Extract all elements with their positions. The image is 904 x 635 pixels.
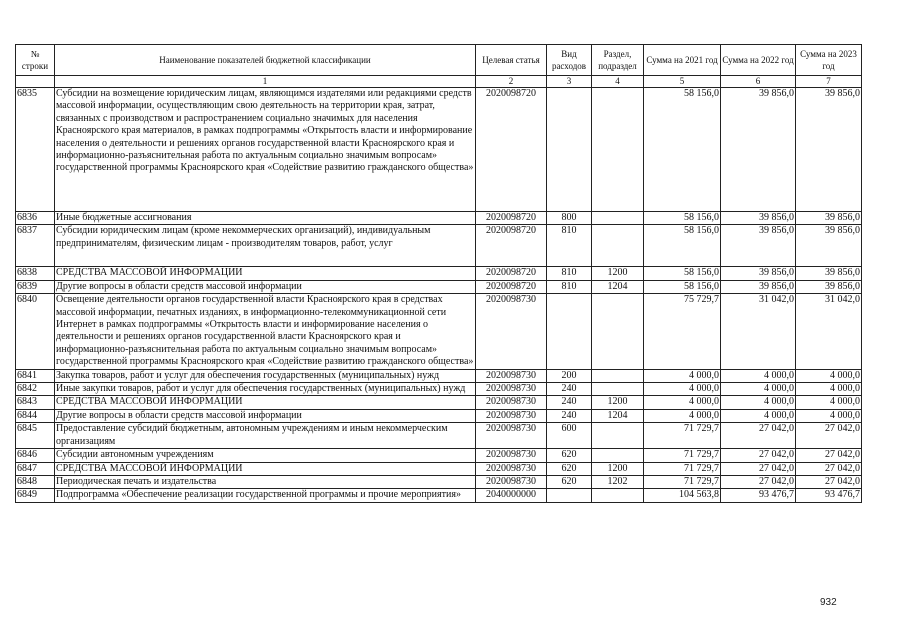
row-sum-2023: 39 856,0 (796, 88, 862, 212)
row-name: Закупка товаров, работ и услуг для обеспечения государственных (муниципальных) нужд (55, 369, 476, 382)
row-vid: 240 (547, 396, 592, 409)
row-razd (592, 88, 644, 212)
row-name: Предоставление субсидий бюджетным, автономным учреждениям и иным некоммерческим организациям (55, 423, 476, 449)
row-code: 2020098730 (476, 423, 547, 449)
col-header-sum-2022: Сумма на 2022 год (721, 45, 796, 76)
row-sum-2021: 71 729,7 (644, 423, 721, 449)
row-sum-2023: 4 000,0 (796, 369, 862, 382)
row-sum-2021: 4 000,0 (644, 383, 721, 396)
col-number-empty (16, 76, 55, 88)
row-sum-2022: 31 042,0 (721, 294, 796, 369)
row-code: 2020098730 (476, 294, 547, 369)
row-number: 6848 (16, 475, 55, 488)
col-header-sum-2021: Сумма на 2021 год (644, 45, 721, 76)
row-code: 2020098720 (476, 212, 547, 225)
row-sum-2023: 27 042,0 (796, 475, 862, 488)
row-code: 2020098730 (476, 449, 547, 462)
row-sum-2021: 104 563,8 (644, 489, 721, 502)
row-razd: 1202 (592, 475, 644, 488)
row-number: 6845 (16, 423, 55, 449)
row-sum-2022: 27 042,0 (721, 462, 796, 475)
row-name: Иные закупки товаров, работ и услуг для обеспечения государственных (муниципальных) нужд (55, 383, 476, 396)
row-name: Субсидии автономным учреждениям (55, 449, 476, 462)
table-row (16, 449, 862, 462)
row-razd: 1204 (592, 409, 644, 422)
row-sum-2022: 39 856,0 (721, 267, 796, 280)
row-razd: 1200 (592, 462, 644, 475)
row-sum-2023: 39 856,0 (796, 225, 862, 267)
row-name: Другие вопросы в области средств массовой информации (55, 280, 476, 293)
row-name: Освещение деятельности органов государственной власти Красноярского края в средствах массовой информации, печатных изданиях, в информационно-телекоммуникационной сети Интернет в рамках подпрограммы «Открытость власти и информирование населения о деятельности и решениях органов государственной власти Красноярского края и информационно-разъяснительная работа по актуальным социально значимым вопросам» государственной программы Красноярского края «Содействие развитию гражданского общества» (55, 294, 476, 369)
table-row (16, 88, 862, 212)
row-name: Субсидии на возмещение юридическим лицам, являющимся издателями или редакциями средств массовой информации, осуществляющим свою деятельность на территории края, затрат, связанных с производством и распространением социально значимых для населения Красноярского края материалов, в рамках подпрограммы «Открытость власти и информирование населения о деятельности и решениях органов государственной власти Красноярского края и информационно-разъяснительная работа по актуальным социально значимым вопросам» государственной программы Красноярского края «Содействие развитию гражданского общества» (55, 88, 476, 212)
row-code: 2020098720 (476, 225, 547, 267)
row-name: Периодическая печать и издательства (55, 475, 476, 488)
row-name: Субсидии юридическим лицам (кроме некоммерческих организаций), индивидуальным предпринимателям, физическим лицам - производителям товаров, работ, услуг (55, 225, 476, 267)
row-vid: 240 (547, 409, 592, 422)
row-number: 6846 (16, 449, 55, 462)
row-sum-2023: 39 856,0 (796, 267, 862, 280)
row-sum-2023: 27 042,0 (796, 462, 862, 475)
table-row (16, 475, 862, 488)
row-code: 2020098720 (476, 280, 547, 293)
page-number: 932 (820, 597, 837, 608)
row-sum-2023: 39 856,0 (796, 280, 862, 293)
table-row (16, 267, 862, 280)
row-sum-2021: 58 156,0 (644, 88, 721, 212)
row-number: 6838 (16, 267, 55, 280)
table-row (16, 396, 862, 409)
row-sum-2022: 4 000,0 (721, 383, 796, 396)
row-number: 6835 (16, 88, 55, 212)
row-sum-2023: 39 856,0 (796, 212, 862, 225)
row-vid: 810 (547, 267, 592, 280)
row-sum-2021: 58 156,0 (644, 267, 721, 280)
col-number: 5 (644, 76, 721, 88)
row-name: СРЕДСТВА МАССОВОЙ ИНФОРМАЦИИ (55, 396, 476, 409)
row-vid (547, 88, 592, 212)
row-sum-2022: 27 042,0 (721, 449, 796, 462)
row-sum-2023: 4 000,0 (796, 396, 862, 409)
row-razd (592, 383, 644, 396)
row-sum-2022: 93 476,7 (721, 489, 796, 502)
table-row (16, 462, 862, 475)
row-vid (547, 489, 592, 502)
table-row (16, 369, 862, 382)
row-sum-2021: 58 156,0 (644, 225, 721, 267)
row-razd (592, 225, 644, 267)
row-sum-2021: 71 729,7 (644, 462, 721, 475)
row-code: 2040000000 (476, 489, 547, 502)
row-sum-2022: 27 042,0 (721, 423, 796, 449)
row-sum-2022: 4 000,0 (721, 409, 796, 422)
row-name: Иные бюджетные ассигнования (55, 212, 476, 225)
row-razd: 1200 (592, 396, 644, 409)
table-row (16, 212, 862, 225)
row-vid: 600 (547, 423, 592, 449)
row-number: 6847 (16, 462, 55, 475)
col-header-no: № строки (16, 45, 55, 76)
row-razd (592, 212, 644, 225)
table-row (16, 294, 862, 369)
row-code: 2020098730 (476, 396, 547, 409)
row-name: Другие вопросы в области средств массовой информации (55, 409, 476, 422)
row-sum-2021: 58 156,0 (644, 280, 721, 293)
budget-table (15, 44, 862, 503)
row-number: 6843 (16, 396, 55, 409)
table-row (16, 409, 862, 422)
col-number: 3 (547, 76, 592, 88)
row-number: 6839 (16, 280, 55, 293)
col-header-vid: Вид расходов (547, 45, 592, 76)
row-sum-2022: 39 856,0 (721, 280, 796, 293)
column-number-row (16, 76, 862, 88)
col-header-razd: Раздел, подраздел (592, 45, 644, 76)
row-sum-2023: 4 000,0 (796, 383, 862, 396)
row-vid: 620 (547, 449, 592, 462)
row-name: СРЕДСТВА МАССОВОЙ ИНФОРМАЦИИ (55, 462, 476, 475)
row-vid: 240 (547, 383, 592, 396)
table-row (16, 225, 862, 267)
row-number: 6849 (16, 489, 55, 502)
row-code: 2020098720 (476, 88, 547, 212)
row-razd (592, 489, 644, 502)
row-sum-2021: 4 000,0 (644, 369, 721, 382)
row-number: 6842 (16, 383, 55, 396)
row-code: 2020098730 (476, 383, 547, 396)
row-code: 2020098730 (476, 409, 547, 422)
row-razd (592, 449, 644, 462)
row-sum-2021: 71 729,7 (644, 449, 721, 462)
col-number: 4 (592, 76, 644, 88)
row-sum-2023: 31 042,0 (796, 294, 862, 369)
table-row (16, 489, 862, 502)
row-sum-2021: 4 000,0 (644, 409, 721, 422)
col-header-name: Наименование показателей бюджетной классификации (55, 45, 476, 76)
row-code: 2020098720 (476, 267, 547, 280)
row-vid (547, 294, 592, 369)
row-razd (592, 369, 644, 382)
row-sum-2023: 4 000,0 (796, 409, 862, 422)
row-vid: 810 (547, 280, 592, 293)
col-header-sum-2023: Сумма на 2023 год (796, 45, 862, 76)
row-sum-2023: 93 476,7 (796, 489, 862, 502)
row-vid: 620 (547, 462, 592, 475)
col-number: 7 (796, 76, 862, 88)
row-razd (592, 294, 644, 369)
row-vid: 800 (547, 212, 592, 225)
row-number: 6844 (16, 409, 55, 422)
row-sum-2022: 4 000,0 (721, 369, 796, 382)
row-sum-2021: 4 000,0 (644, 396, 721, 409)
row-name: СРЕДСТВА МАССОВОЙ ИНФОРМАЦИИ (55, 267, 476, 280)
col-number: 6 (721, 76, 796, 88)
row-sum-2022: 39 856,0 (721, 225, 796, 267)
row-razd: 1200 (592, 267, 644, 280)
row-sum-2023: 27 042,0 (796, 449, 862, 462)
col-number: 1 (55, 76, 476, 88)
row-number: 6837 (16, 225, 55, 267)
header-row (16, 45, 862, 76)
row-code: 2020098730 (476, 475, 547, 488)
col-header-code: Целевая статья (476, 45, 547, 76)
row-name: Подпрограмма «Обеспечение реализации государственной программы и прочие мероприятия» (55, 489, 476, 502)
row-code: 2020098730 (476, 369, 547, 382)
row-sum-2021: 71 729,7 (644, 475, 721, 488)
row-sum-2022: 39 856,0 (721, 212, 796, 225)
row-sum-2021: 75 729,7 (644, 294, 721, 369)
table-row (16, 383, 862, 396)
row-sum-2022: 27 042,0 (721, 475, 796, 488)
row-sum-2022: 39 856,0 (721, 88, 796, 212)
row-sum-2022: 4 000,0 (721, 396, 796, 409)
row-razd: 1204 (592, 280, 644, 293)
table-row (16, 280, 862, 293)
row-number: 6841 (16, 369, 55, 382)
row-sum-2021: 58 156,0 (644, 212, 721, 225)
row-vid: 620 (547, 475, 592, 488)
table-row (16, 423, 862, 449)
row-code: 2020098730 (476, 462, 547, 475)
row-number: 6836 (16, 212, 55, 225)
row-razd (592, 423, 644, 449)
row-number: 6840 (16, 294, 55, 369)
row-sum-2023: 27 042,0 (796, 423, 862, 449)
row-vid: 200 (547, 369, 592, 382)
row-vid: 810 (547, 225, 592, 267)
col-number: 2 (476, 76, 547, 88)
